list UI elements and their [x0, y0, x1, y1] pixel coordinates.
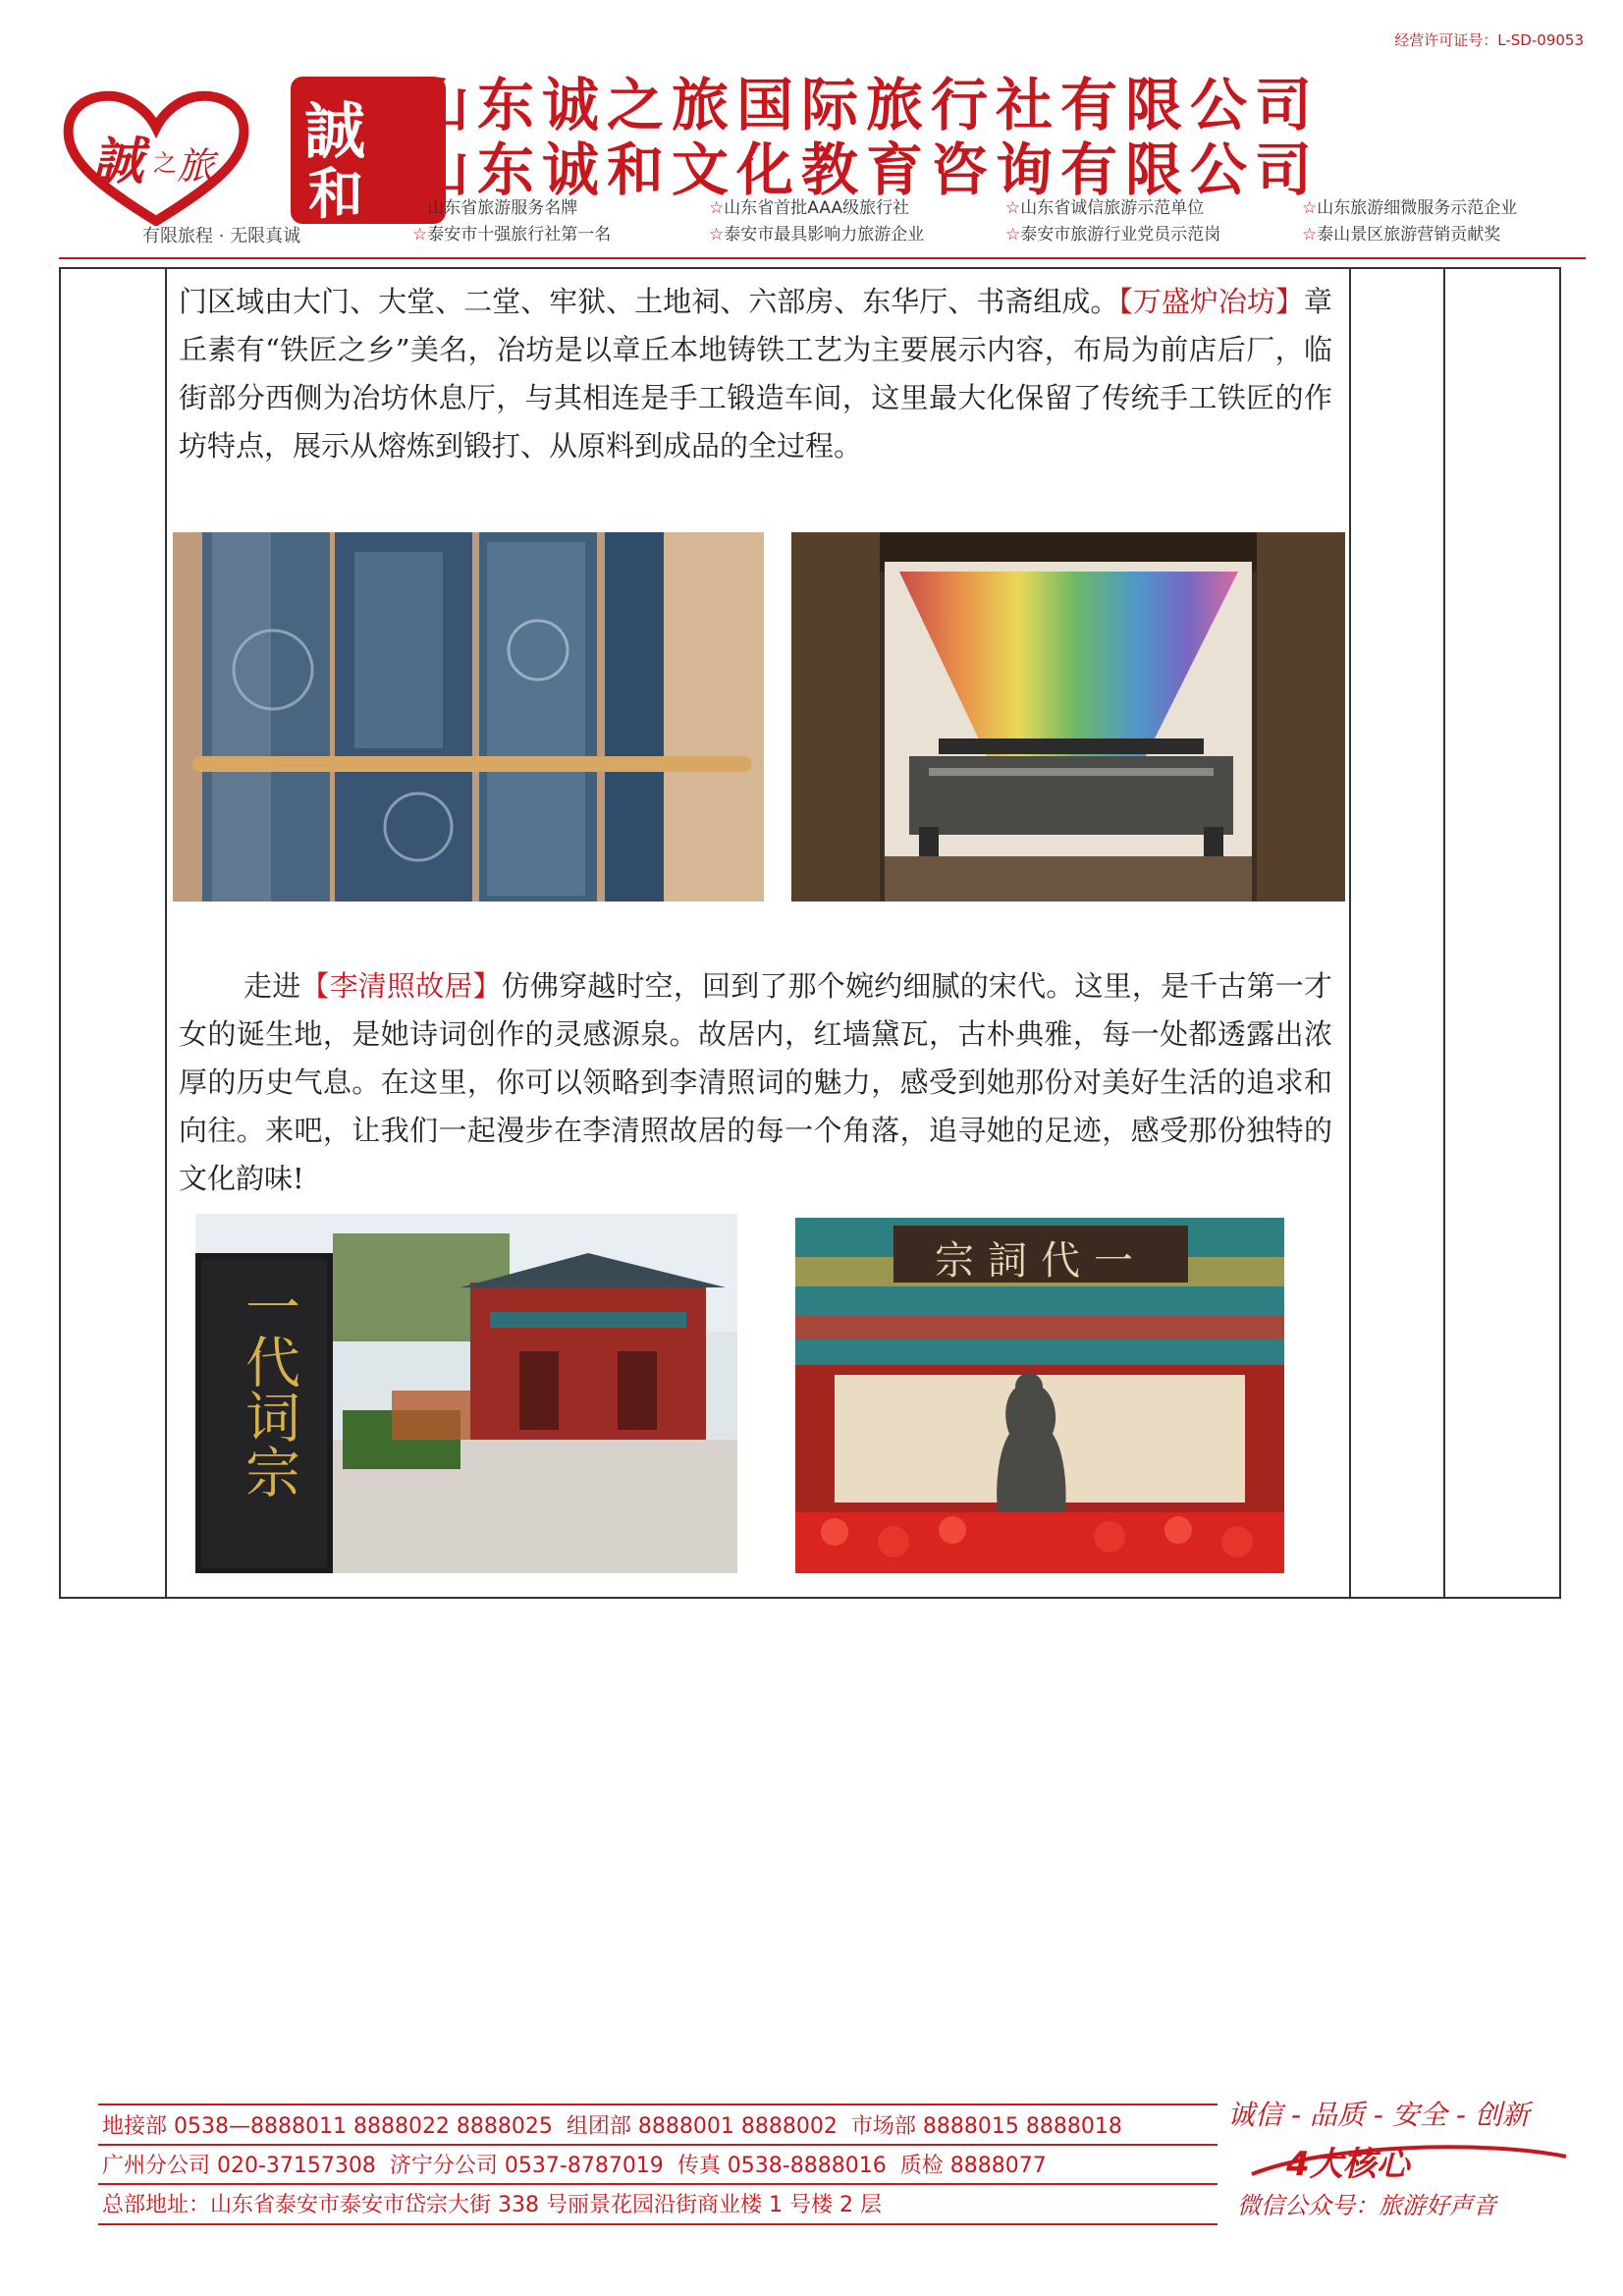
- core-values: 诚信 - 品质 - 安全 - 创新: [1227, 2099, 1530, 2131]
- footer-divider: [98, 2104, 1217, 2105]
- core-title: 4大核心: [1286, 2145, 1410, 2184]
- honor-item: ☆山东省首批AAA级旅行社: [709, 198, 910, 218]
- slogan: 有限旅程 · 无限真诚: [142, 226, 301, 246]
- table-column-divider: [1443, 269, 1445, 1597]
- footer-contacts-2: 广州分公司 020-37157308 济宁分公司 0537-8787019 传真 0538-8888016 质检 8888077: [102, 2154, 1047, 2178]
- footer-contacts-1: 地接部 0538—8888011 8888022 8888025 组团部 8888001 8888002 市场部 8888015 8888018: [102, 2114, 1122, 2139]
- photo-rainbow-loom: [791, 532, 1345, 902]
- honor-item: ☆泰安市最具影响力旅游企业: [709, 225, 925, 245]
- company-logo: [59, 77, 403, 244]
- wechat-account: 微信公众号：旅游好声音: [1237, 2192, 1496, 2219]
- footer-divider: [98, 2144, 1217, 2146]
- honor-item: ☆泰安市旅游行业党员示范岗: [1005, 225, 1221, 245]
- highlight-wansheng-forge: 【万盛炉冶坊】: [1118, 285, 1304, 318]
- license-number: 经营许可证号：L-SD-09053: [1394, 31, 1584, 49]
- honors-list: [412, 192, 1600, 246]
- badge-char-1: 誠: [304, 95, 366, 167]
- honor-item: ☆山东旅游细微服务示范企业: [1302, 198, 1518, 218]
- photo-statue-hall: [795, 1218, 1284, 1573]
- company-name-1: 山东诚之旅国际旅行社有限公司: [412, 72, 1321, 138]
- table-column-divider: [1349, 269, 1351, 1597]
- photo-stele-courtyard: [195, 1214, 737, 1573]
- paragraph-yashu-ironworks: 门区域由大门、大堂、二堂、牢狱、土地祠、六部房、东华厅、书斋组成。【万盛炉冶坊】章丘素有“铁匠之乡”美名，冶坊是以章丘本地铸铁工艺为主要展示内容，布局为前店后厂，临街部分西侧为冶坊休息厅，与其相连是手工锻造车间，这里最大化保留了传统手工铁匠的作坊特点，展示从熔炼到锻打、从原料到成品的全过程。: [179, 285, 1332, 463]
- table-column-divider: [165, 269, 167, 1597]
- paragraph-li-qingzhao: 走进【李清照故居】仿佛穿越时空，回到了那个婉约细腻的宋代。这里，是千古第一才女的诞生地，是她诗词创作的灵感源泉。故居内，红墙黛瓦，古朴典雅，每一处都透露出浓厚的历史气息。在这里，你可以领略到李清照词的魅力，感受到她那份对美好生活的追求和向往。来吧，让我们一起漫步在李清照故居的每一个角落，追寻她的足迹，感受那份独特的文化韵味!: [179, 969, 1332, 1195]
- stele-inscription: 一代词宗: [237, 1279, 300, 1499]
- svg-text:旅: 旅: [177, 144, 215, 188]
- heart-logo-icon: [63, 88, 249, 226]
- core-values-block: [1208, 2080, 1600, 2217]
- footer-divider: [98, 2183, 1217, 2185]
- footer-address: 总部地址：山东省泰安市泰安市岱宗大街 338 号丽景花园沿街商业楼 1 号楼 2 层: [102, 2193, 882, 2217]
- header-divider: [59, 257, 1586, 259]
- honor-item: ☆山东省旅游服务名牌: [412, 198, 578, 218]
- plaque-inscription: 宗詞代一: [935, 1238, 1147, 1284]
- photo-indigo-fabrics: [173, 532, 764, 902]
- svg-text:誠: 誠: [92, 132, 144, 191]
- honor-item: ☆山东省诚信旅游示范单位: [1005, 198, 1205, 218]
- company-name-2: 山东诚和文化教育咨询有限公司: [412, 137, 1321, 203]
- honor-item: ☆泰安市十强旅行社第一名: [412, 225, 612, 245]
- footer-divider: [98, 2223, 1217, 2225]
- svg-text:之: 之: [153, 149, 177, 177]
- honor-item: ☆泰山景区旅游营销贡献奖: [1302, 225, 1501, 245]
- highlight-li-qingzhao-residence: 【李清照故居】: [300, 969, 502, 1003]
- badge-char-2: 和: [308, 163, 363, 227]
